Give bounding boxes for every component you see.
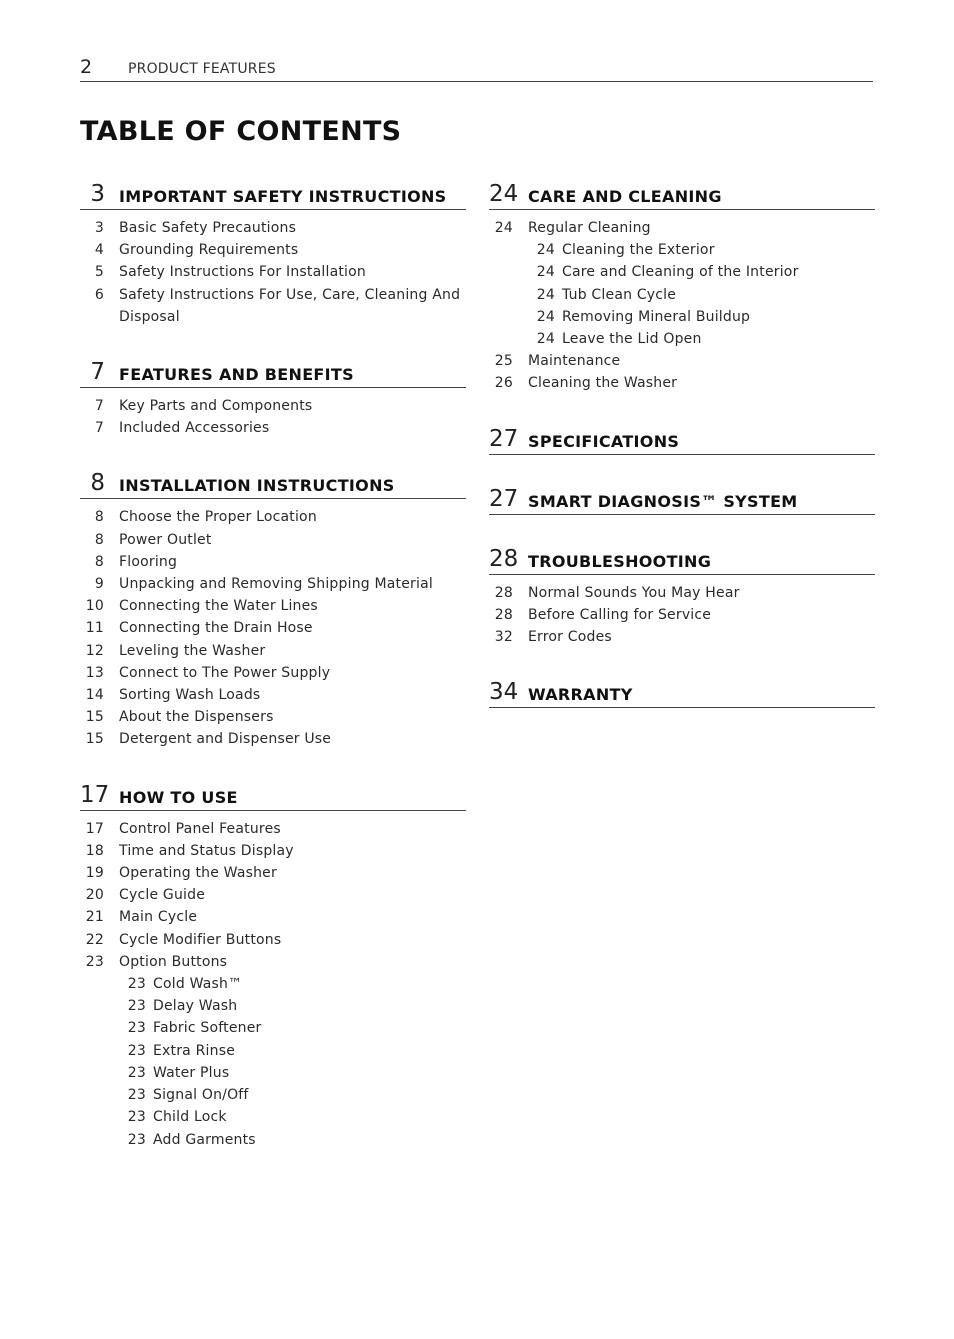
toc-entry[interactable] [80,239,466,261]
toc-section-page: 24 [489,181,519,207]
toc-section-page: 34 [489,679,519,706]
toc-section [80,779,466,1151]
toc-section-title: TROUBLESHOOTING [528,551,712,571]
toc-entry-page: 23 [127,1087,146,1104]
toc-entry-page: 24 [536,264,555,281]
toc-entry[interactable] [80,706,466,728]
toc-section [489,543,875,649]
toc-entry-label: Tub Clean Cycle [562,286,677,303]
toc-entry-page: 7 [94,420,104,437]
toc-entry-page: 23 [127,976,146,993]
toc-entry[interactable] [80,506,466,528]
toc-section-heading[interactable] [489,423,875,455]
toc-entry-label: Care and Cleaning of the Interior [562,264,799,281]
toc-section-page: 27 [489,425,519,452]
toc-section-heading[interactable] [80,178,466,210]
toc-entry-list [80,217,466,328]
toc-entry-page: 21 [85,909,104,926]
toc-section [489,676,875,708]
toc-subentry[interactable] [489,261,875,283]
toc-entry-page: 7 [94,398,104,415]
toc-entry-page: 24 [536,308,555,325]
toc-subentry[interactable] [80,1062,466,1084]
toc-entry[interactable] [80,862,466,884]
toc-entry-label: Sorting Wash Loads [119,687,261,704]
toc-entry-label: Option Buttons [119,953,228,970]
toc-entry-page: 24 [536,331,555,348]
toc-entry-label: Leveling the Washer [119,642,266,659]
toc-section-title: CARE AND CLEANING [528,187,722,206]
toc-entry-page: 11 [85,620,104,637]
toc-entry[interactable] [489,604,875,626]
toc-entry[interactable] [80,951,466,973]
toc-entry-list [489,582,875,649]
toc-entry-page: 6 [94,286,104,303]
toc-entry-label: Unpacking and Removing Shipping Material [119,576,433,593]
toc-entry-page: 17 [85,820,104,837]
toc-entry-label: Detergent and Dispenser Use [119,731,332,748]
toc-entry-label: Cleaning the Washer [528,375,678,392]
toc-subentry[interactable] [80,1106,466,1128]
toc-entry-label: Connecting the Water Lines [119,598,318,615]
toc-entry[interactable] [489,217,875,239]
toc-entry[interactable] [80,551,466,573]
toc-entry-page: 25 [494,353,513,370]
toc-entry[interactable] [80,529,466,551]
toc-section-title: FEATURES AND BENEFITS [119,365,354,385]
toc-section-heading[interactable] [80,779,466,811]
toc-entry[interactable] [80,906,466,928]
toc-entry-page: 23 [127,1020,146,1037]
toc-entry-page: 15 [85,731,104,748]
toc-entry-page: 26 [494,375,513,392]
toc-entry-label: Delay Wash [153,998,238,1015]
toc-subentry[interactable] [80,1017,466,1039]
page-title: TABLE OF CONTENTS [80,116,402,147]
toc-subentry[interactable] [489,239,875,261]
toc-entry-page: 23 [127,1109,146,1126]
toc-entry-label: Key Parts and Components [119,398,313,415]
toc-column-left [80,178,466,1179]
toc-entry[interactable] [80,284,466,328]
toc-section-page: 27 [489,485,519,512]
toc-entry-label: Before Calling for Service [528,606,712,623]
toc-section [489,178,875,395]
toc-entry-label: Main Cycle [119,909,198,926]
toc-section-heading[interactable] [489,483,875,515]
toc-section-title: WARRANTY [528,685,633,705]
toc-entry-label: Normal Sounds You May Hear [528,584,740,601]
toc-subentry[interactable] [80,995,466,1017]
toc-entry-page: 9 [94,576,104,593]
toc-section [489,423,875,455]
toc-section [489,483,875,515]
toc-entry-label: Error Codes [528,629,612,646]
toc-entry[interactable] [80,662,466,684]
toc-entry-page: 8 [94,553,104,570]
toc-section-heading[interactable] [489,676,875,708]
toc-subentry[interactable] [80,1040,466,1062]
toc-section-page: 7 [90,359,105,386]
toc-entry-page: 15 [85,709,104,726]
toc-entry-label: Add Garments [153,1131,256,1148]
toc-entry-page: 18 [85,842,104,859]
toc-entry[interactable] [489,582,875,604]
toc-entry[interactable] [80,417,466,439]
toc-section-page: 8 [90,470,105,497]
toc-entry-label: Grounding Requirements [119,242,299,259]
toc-section [80,356,466,439]
toc-section-heading[interactable] [489,178,875,210]
toc-entry-page: 14 [85,687,104,704]
toc-entry-label: Control Panel Features [119,820,281,837]
toc-subentry[interactable] [489,306,875,328]
toc-entry[interactable] [80,684,466,706]
toc-entry-page: 19 [85,865,104,882]
toc-entry-label: Included Accessories [119,420,270,437]
toc-entry-label: Fabric Softener [153,1020,262,1037]
toc-entry[interactable] [489,372,875,394]
toc-entry-page: 22 [85,931,104,948]
toc-subentry[interactable] [80,973,466,995]
toc-section-page: 17 [80,781,110,808]
toc-entry-label: Leave the Lid Open [562,331,702,348]
toc-entry-page: 8 [94,531,104,548]
toc-entry-list [80,506,466,750]
toc-entry[interactable] [80,818,466,840]
toc-entry-list [489,217,875,395]
toc-entry-label: Signal On/Off [153,1087,249,1104]
toc-entry-page: 10 [85,598,104,615]
toc-entry-label: Child Lock [153,1109,227,1126]
toc-subentry[interactable] [489,328,875,350]
toc-entry[interactable] [489,626,875,648]
toc-section [80,467,466,750]
toc-entry[interactable] [80,595,466,617]
toc-section-page: 28 [489,545,519,572]
toc-entry-page: 13 [85,664,104,681]
toc-entry[interactable] [80,640,466,662]
toc-entry-label: Choose the Proper Location [119,509,317,526]
toc-entry-list [80,818,466,1151]
toc-entry-label: About the Dispensers [119,709,274,726]
toc-entry-page: 28 [494,584,513,601]
page-header [80,52,873,82]
toc-entry-label: Cycle Guide [119,887,206,904]
toc-section-heading[interactable] [80,467,466,499]
toc-entry-label: Safety Instructions For Installation [119,264,366,281]
toc-section-page: 3 [90,181,105,207]
toc-entry-label: Flooring [119,553,178,570]
toc-entry[interactable] [80,395,466,417]
toc-entry-page: 28 [494,606,513,623]
toc-entry-page: 23 [127,1131,146,1148]
toc-section-title: SMART DIAGNOSIS™ SYSTEM [528,491,798,511]
page-number: 2 [80,56,93,78]
toc-entry-page: 3 [94,220,104,236]
toc-entry[interactable] [80,217,466,239]
toc-entry-label: Cycle Modifier Buttons [119,931,282,948]
toc-entry-page: 23 [127,1064,146,1081]
toc-entry-page: 23 [127,1042,146,1059]
toc-entry-page: 32 [494,629,513,646]
toc-section-heading[interactable] [80,356,466,388]
toc-entry-label: Extra Rinse [153,1042,236,1059]
toc-subentry[interactable] [489,284,875,306]
toc-entry-page: 24 [536,242,555,259]
toc-entry-label: Cold Wash™ [153,976,243,993]
toc-section-title: INSTALLATION INSTRUCTIONS [119,476,395,496]
toc-section-title: IMPORTANT SAFETY INSTRUCTIONS [119,187,447,206]
toc-entry-label: Connect to The Power Supply [119,664,331,681]
toc-section [80,178,466,328]
toc-entry[interactable] [80,261,466,283]
toc-entry-label: Operating the Washer [119,865,277,882]
toc-entry-page: 12 [85,642,104,659]
toc-entry-page: 23 [127,998,146,1015]
toc-entry-label: Cleaning the Exterior [562,242,715,259]
toc-entry-label: Maintenance [528,353,621,370]
toc-entry-page: 24 [494,220,513,236]
header-section-name: PRODUCT FEATURES [128,61,276,77]
toc-entry[interactable] [489,350,875,372]
toc-entry-label: Water Plus [153,1064,230,1081]
toc-entry[interactable] [80,884,466,906]
toc-section-title: HOW TO USE [119,787,238,807]
toc-section-heading[interactable] [489,543,875,575]
toc-entry-page: 24 [536,286,555,303]
toc-entry-label: Safety Instructions For Use, Care, Cleaning And Disposal [119,286,461,325]
toc-entry-label: Removing Mineral Buildup [562,308,751,325]
toc-entry-page: 8 [94,509,104,526]
toc-column-right [489,178,875,736]
toc-entry-page: 5 [94,264,104,281]
toc-subentry[interactable] [80,1084,466,1106]
toc-entry-label: Regular Cleaning [528,220,651,236]
toc-entry-list [80,395,466,439]
toc-entry[interactable] [80,929,466,951]
toc-entry-page: 4 [94,242,104,259]
toc-entry-label: Basic Safety Precautions [119,220,297,236]
toc-section-title: SPECIFICATIONS [528,431,680,451]
toc-entry-label: Time and Status Display [119,842,294,859]
toc-entry[interactable] [80,728,466,750]
toc-entry[interactable] [80,573,466,595]
toc-entry-label: Connecting the Drain Hose [119,620,313,637]
toc-entry[interactable] [80,840,466,862]
toc-entry-page: 23 [85,953,104,970]
toc-subentry[interactable] [80,1129,466,1151]
toc-entry[interactable] [80,617,466,639]
toc-entry-page: 20 [85,887,104,904]
toc-entry-label: Power Outlet [119,531,212,548]
